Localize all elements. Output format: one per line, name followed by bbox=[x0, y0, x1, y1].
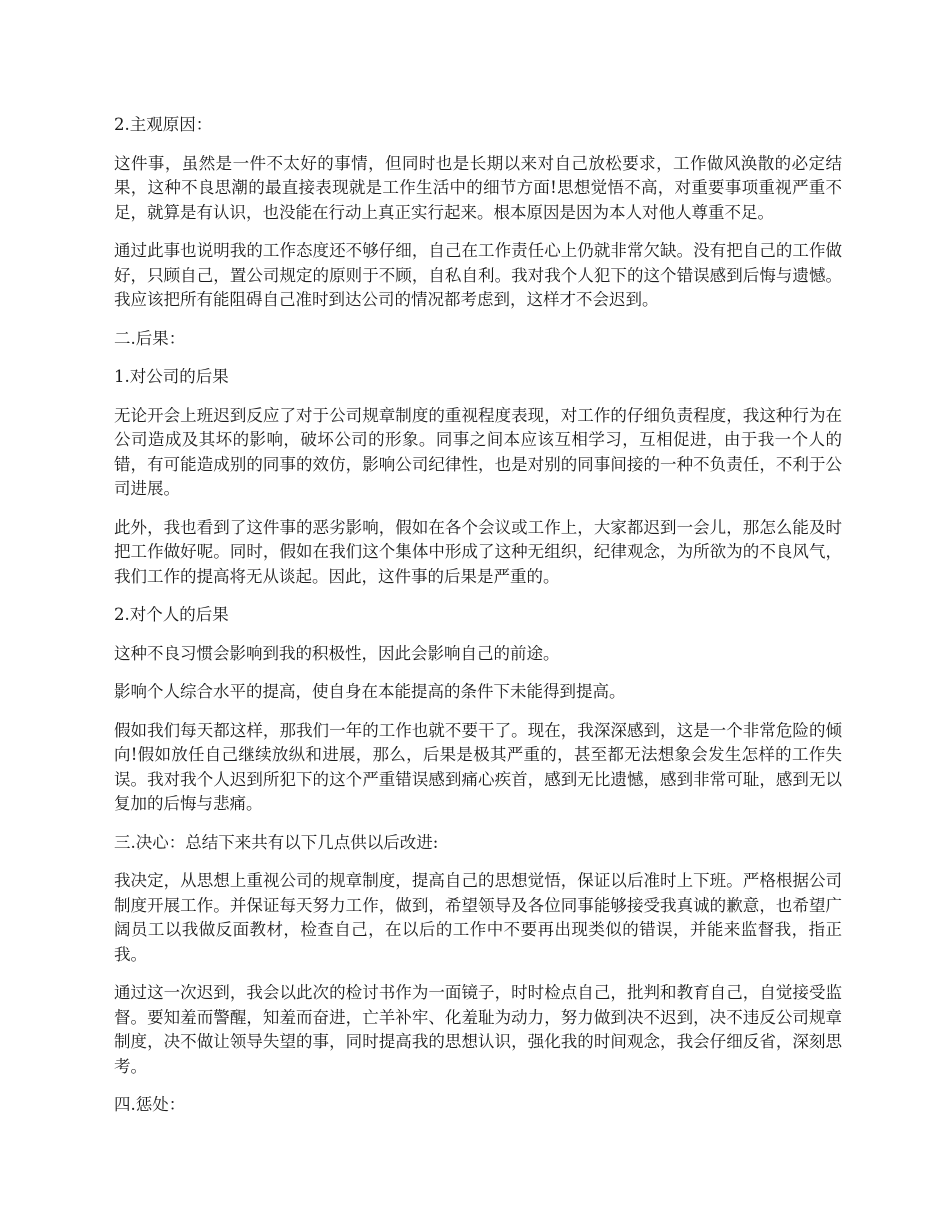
heading-consequences: 二.后果： bbox=[114, 328, 186, 348]
heading-subjective-reasons: 2.主观原因： bbox=[114, 115, 213, 134]
paragraph-personal-1: 这种不良习惯会影响到我的积极性，因此会影响自己的前途。 bbox=[114, 643, 560, 663]
paragraph-company-1: 无论开会上班迟到反应了对于公司规章制度的重视程度表现，对工作的仔细负责程度，我这种行为在公司造成及其坏的影响，破坏公司的形象。同事之间本应该互相学习，互相促进，由于我一个人的错，有可能造成别的同事的效仿，影响公司纪律性，也是对别的同事间接的一种不负责任，不利于公司进展。 bbox=[114, 405, 842, 498]
document-body bbox=[114, 113, 842, 1132]
paragraph-personal-2: 影响个人综合水平的提高，使自身在本能提高的条件下未能得到提高。 bbox=[114, 682, 626, 701]
paragraph-personal-3: 假如我们每天都这样，那我们一年的工作也就不要干了。现在，我深深感到，这是一个非常危险的倾向!假如放任自己继续放纵和进展，那么，后果是极其严重的，甚至都无法想象会发生怎样的工作失误。我对我个人迟到所犯下的这个严重错误感到痛心疾首，感到无比遗憾，感到非常可耻，感到无以复加的后悔与悲痛。 bbox=[114, 720, 842, 813]
paragraph-subjective-2: 通过此事也说明我的工作态度还不够仔细，自己在工作责任心上仍就非常欠缺。没有把自己的工作做好，只顾自己，置公司规定的原则于不顾，自私自利。我对我个人犯下的这个错误感到后悔与遗憾。我应该把所有能阻碍自己准时到达公司的情况都考虑到，这样才不会迟到。 bbox=[114, 241, 842, 309]
paragraph-subjective-1: 这件事，虽然是一件不太好的事情，但同时也是长期以来对自己放松要求，工作做风涣散的必定结果，这种不良思潮的最直接表现就是工作生活中的细节方面!思想觉悟不高，对重要事项重视严重不足，就算是有认识，也没能在行动上真正实行起来。根本原因是因为本人对他人尊重不足。 bbox=[114, 153, 842, 222]
paragraph-resolution-2: 通过这一次迟到，我会以此次的检讨书作为一面镜子，时时检点自己，批判和教育自己，自觉接受监督。要知羞而警醒，知羞而奋进，亡羊补牢、化羞耻为动力，努力做到决不迟到，决不违反公司规章制度，决不做让领导失望的事，同时提高我的思想认识，强化我的时间观念，我会仔细反省，深刻思考。 bbox=[114, 983, 842, 1076]
heading-personal-consequences: 2.对个人的后果 bbox=[114, 605, 229, 624]
heading-punishment: 四.惩处： bbox=[114, 1095, 186, 1114]
paragraph-company-2: 此外，我也看到了这件事的恶劣影响，假如在各个会议或工作上，大家都迟到一会儿，那怎么能及时把工作做好呢。同时，假如在我们这个集体中形成了这种无组织，纪律观念，为所欲为的不良风气，我们工作的提高将无从谈起。因此，这件事的后果是严重的。 bbox=[114, 517, 842, 586]
paragraph-resolution-1: 我决定，从思想上重视公司的规章制度，提高自己的思想觉悟，保证以后准时上下班。严格根据公司制度开展工作。并保证每天努力工作，做到，希望领导及各位同事能够接受我真诚的歉意，也希望广阔员工以我做反面教材，检查自己，在以后的工作中不要再出现类似的错误，并能来监督我，指正我。 bbox=[114, 871, 842, 964]
heading-company-consequences: 1.对公司的后果 bbox=[114, 367, 229, 386]
heading-resolution: 三.决心：总结下来共有以下几点供以后改进: bbox=[114, 832, 439, 852]
